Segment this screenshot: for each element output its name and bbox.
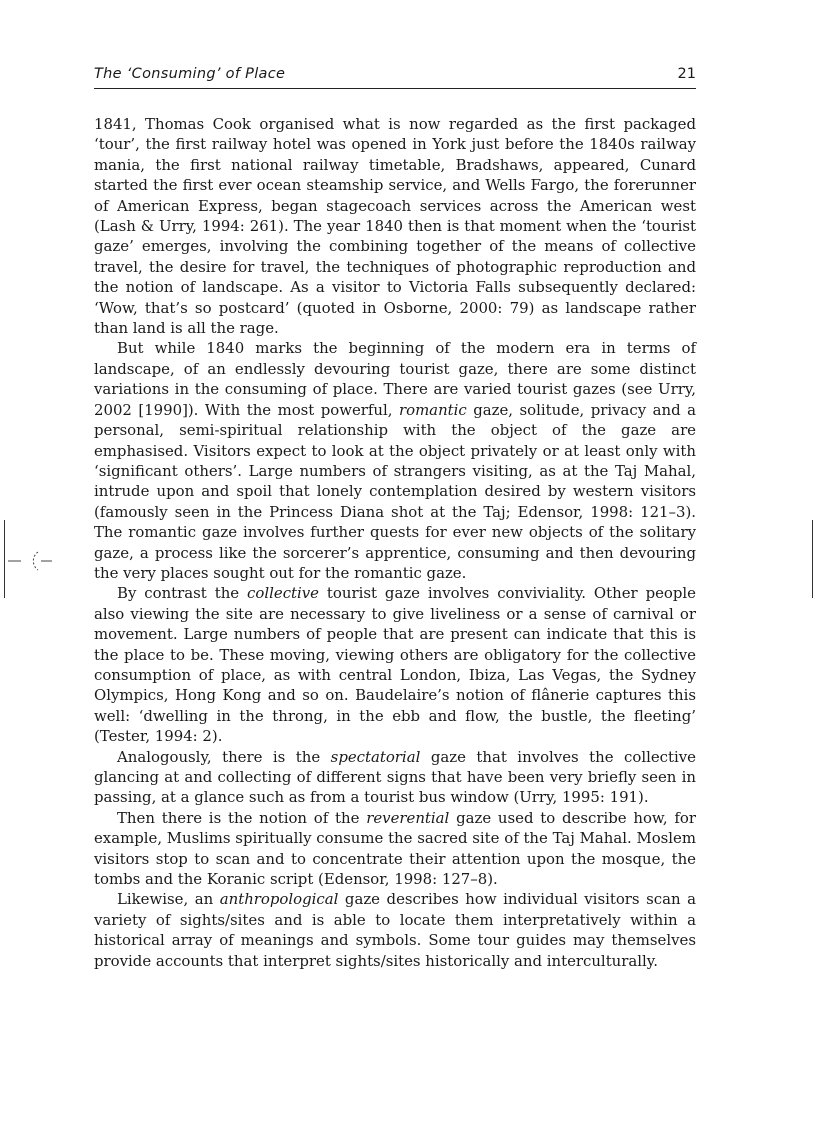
paragraph-2-text-a: But while 1840 marks the beginning of the modern era in terms of landscape, of an endlessly devouring tourist gaze, there are some distinct variations in the consuming of place. There are varied tourist gazes (see Urry, 2002 [1990]). With the most powerful, [94,339,696,419]
paragraph-2-emphasis: romantic [398,400,467,419]
paragraph-5-emphasis: reverential [366,808,450,827]
paragraph-3-text-a: By contrast the [117,584,248,603]
paragraph-6-emphasis: anthropological [219,890,339,909]
paragraph-3-emphasis: collective [247,584,319,603]
paragraph-2-text-b: gaze, solitude, privacy and a personal, semi-spiritual relationship with the object of the gaze are emphasised. Visitors expect to look at the object privately or at least only with ‘significant others’. Large numbers of strangers visiting, as at the Taj Mahal, intrude upon and spoil that lonely contemplation desired by western visitors (famously seen in the Princess Diana shot at the Taj; Edensor, 1998: 121–3). The romantic gaze involves further quests for ever new objects of the solitary gaze, a process like the sorcerer’s apprentice, consuming and then devouring the very places sought out for the romantic gaze. [94,400,696,582]
paragraph-6-text-a: Likewise, an [117,890,220,909]
paragraph-4-emphasis: spectatorial [330,747,421,766]
registration-mark-icon [8,548,52,574]
paragraph-4-text-b: gaze that involves the collective glancing at and collecting of different signs that have been very briefly seen in passing, at a glance such as from a tourist bus window (Urry, 1995: 191). [94,747,696,807]
crop-mark-right [812,520,813,598]
paragraph-3 [94,583,696,746]
paragraph-4 [94,747,696,808]
paragraph-5-text-b: gaze used to describe how, for example, Muslims spiritually consume the sacred site of the Taj Mahal. Moslem visitors stop to scan and to concentrate their attention upon the mosque, the tombs and the Koranic script (Edensor, 1998: 127–8). [94,808,696,889]
crop-mark-left [4,520,5,598]
running-title: The ‘Consuming’ of Place [94,66,286,82]
paragraph-6 [94,889,696,971]
paragraph-2 [94,338,696,583]
paragraph-6-text-b: gaze describes how individual visitors scan a variety of sights/sites and is able to locate them interpretatively within a historical array of meanings and symbols. Some tour guides may themselves provide accounts that interpret sights/sites historically and interculturally. [94,890,696,970]
paragraph-4-text-a: Analogously, there is the [117,747,331,766]
body-text [94,114,696,971]
paragraph-1-text: 1841, Thomas Cook organised what is now regarded as the first packaged ‘tour’, the first railway hotel was opened in York just before the 1840s railway mania, the first national railway timetable, Bradshaws, appeared, Cunard started the first ever ocean steamship service, and Wells Fargo, the forerunner of American Express, began stagecoach services across the American west (Lash & Urry, 1994: 261). The year 1840 then is that moment when the ‘tourist gaze’ emerges, involving the combining together of the means of collective travel, the desire for travel, the techniques of photographic reproduction and the notion of landscape. As a visitor to Victoria Falls subsequently declared: ‘Wow, that’s so postcard’ (quoted in Osborne, 2000: 79) as landscape rather than land is all the rage. [94,115,696,338]
running-header [94,66,696,89]
paragraph-1 [94,114,696,338]
paragraph-5 [94,808,696,890]
paragraph-3-text-b: tourist gaze involves conviviality. Other people also viewing the site are necessary to give liveliness or a sense of carnival or movement. Large numbers of people that are present can indicate that this is the place to be. These moving, viewing others are obligatory for the collective consumption of place, as with central London, Ibiza, Las Vegas, the Sydney Olympics, Hong Kong and so on. Baudelaire’s notion of flânerie captures this well: ‘dwelling in the throng, in the ebb and flow, the bustle, the fleeting’ (Tester, 1994: 2). [94,584,696,746]
page-number: 21 [677,66,696,82]
paragraph-5-text-a: Then there is the notion of the [117,808,367,827]
